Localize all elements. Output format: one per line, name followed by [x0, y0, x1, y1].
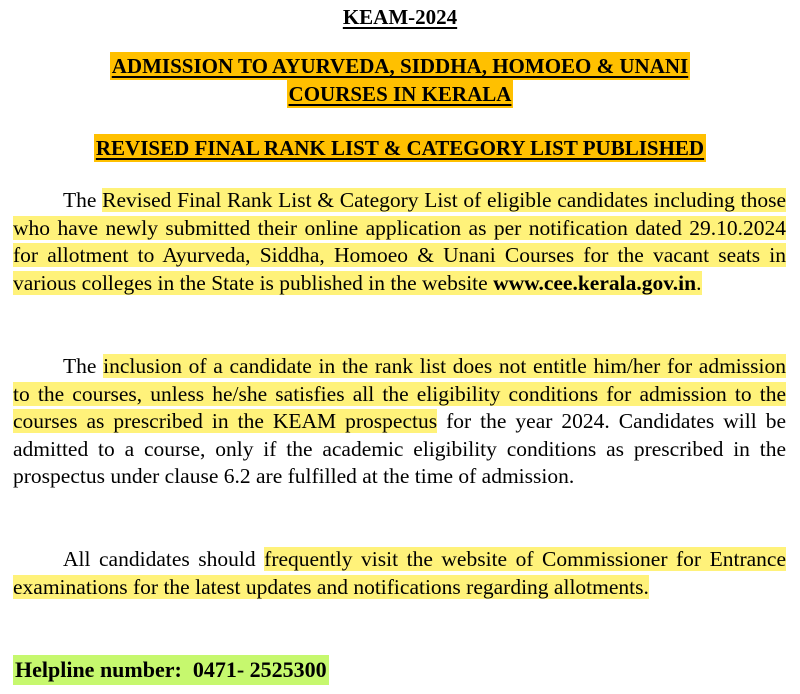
helpline [13, 655, 329, 685]
heading-line-1: ADMISSION TO AYURVEDA, SIDDHA, HOMOEO & UNANI [111, 54, 689, 78]
title-text: KEAM-2024 [342, 5, 458, 29]
website-link[interactable]: www.cee.kerala.gov.in [493, 270, 697, 295]
helpline-label: Helpline number: [15, 657, 182, 682]
paragraph-rank-list [13, 187, 786, 297]
p3-lead: All candidates should [63, 547, 265, 571]
helpline-number: 0471- 2525300 [192, 657, 327, 682]
p2-tail: for the year 2024. Candidates will be admitted to a course, only if the academic eligibility conditions as prescribed in the prospectus under clause 6.2 are fulfilled at the time of admission. [13, 409, 787, 488]
notice-title [0, 4, 800, 30]
p1-lead: The [63, 188, 103, 212]
subheading-text: REVISED FINAL RANK LIST & CATEGORY LIST PUBLISHED [95, 136, 705, 160]
p1-highlight [13, 188, 786, 295]
p1-tail: . [696, 270, 702, 295]
paragraph-eligibility [13, 353, 786, 491]
p2-lead: The [63, 354, 104, 378]
paragraph-visit-website [13, 546, 786, 601]
main-heading [0, 52, 800, 108]
p2-highlight: inclusion of a candidate in the rank list does not entitle him/her for admission to the courses, unless he/she satisfies all the eligibility conditions for admission to the courses as prescribed in the KEAM prospectus [13, 354, 786, 433]
heading-line-2: COURSES IN KERALA [288, 82, 512, 106]
sub-heading [0, 134, 800, 162]
p3-highlight: frequently visit the website of Commissioner for Entrance examinations for the latest updates and notifications regarding allotments. [13, 547, 786, 599]
p1-highlight-text: Revised Final Rank List & Category List of eligible candidates including those who have newly submitted their online application as per notification dated 29.10.2024 for allotment to Ayurveda, Siddha, Homoeo & Unani Courses for the vacant seats in various colleges in the State is published in the website [13, 188, 786, 295]
